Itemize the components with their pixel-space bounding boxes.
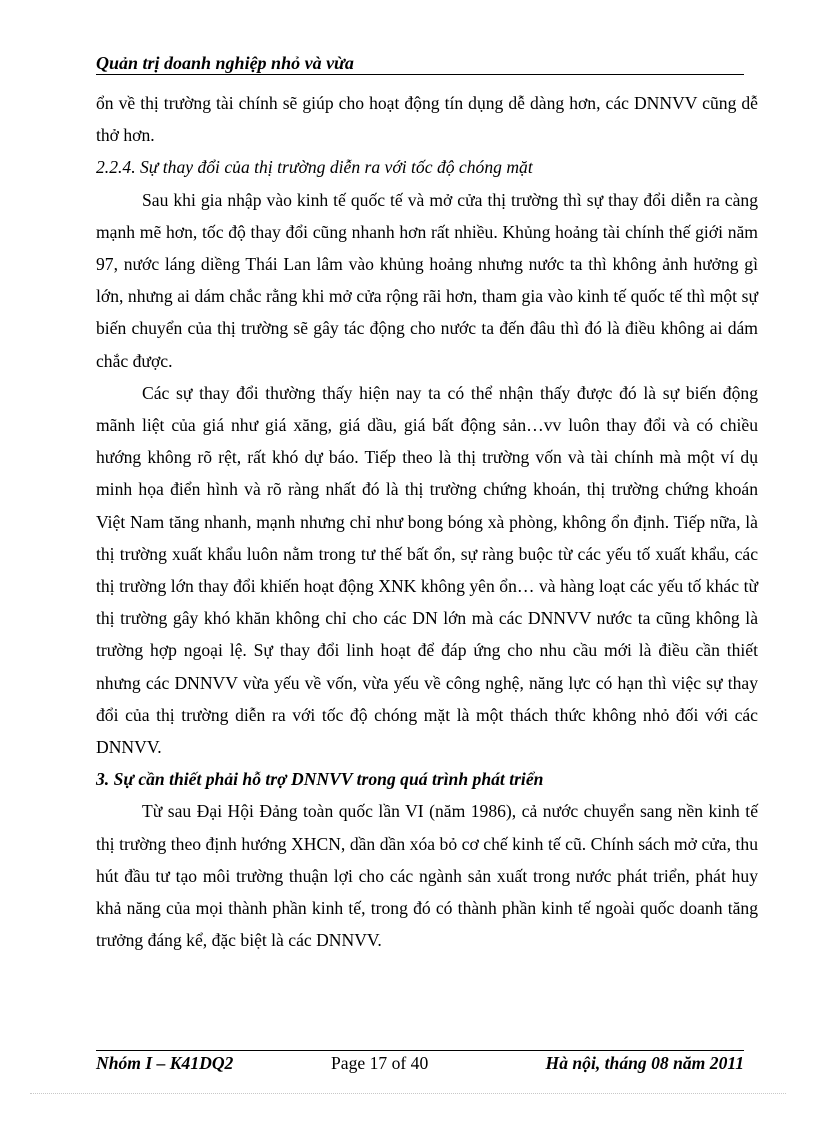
section-heading-3: 3. Sự cần thiết phải hỗ trợ DNNVV trong quá trình phát triển [96, 769, 544, 790]
header-title: Quản trị doanh nghiệp nhỏ và vừa [96, 53, 354, 73]
footer-page-number: Page 17 of 40 [331, 1053, 429, 1073]
paragraph-1: Sau khi gia nhập vào kinh tế quốc tế và mở cửa thị trường thì sự thay đổi diễn ra càng mạnh mẽ hơn, tốc độ thay đổi cũng nhanh hơn rất nhiều. Khủng hoảng tài chính thế giới năm 97, nước láng diềng Thái Lan lâm vào khủng hoảng nhưng nước ta thì không ảnh hưởng gì lớn, nhưng ai dám chắc rằng khi mở cửa rộng rãi hơn, tham gia vào kinh tế quốc tế thì một sự biến chuyển của thị trường sẽ gây tác động cho nước ta đến đâu thì đó là điều không ai dám chắc được. [96, 189, 758, 371]
page-bottom-divider [30, 1093, 786, 1094]
footer-place-date: Hà nội, tháng 08 năm 2011 [545, 1053, 744, 1073]
paragraph-continued: ổn về thị trường tài chính sẽ giúp cho hoạt động tín dụng dễ dàng hơn, các DNNVV cũng dễ thở hơn. [96, 93, 758, 146]
footer-group: Nhóm I – K41DQ2 [96, 1053, 234, 1073]
document-body [96, 87, 758, 956]
paragraph-2: Các sự thay đổi thường thấy hiện nay ta có thể nhận thấy được đó là sự biến động mãnh liệt của giá như giá xăng, giá dầu, giá bất động sản…vv luôn thay đổi và có chiều hướng không rõ rệt, rất khó dự báo. Tiếp theo là thị trường vốn và tài chính mà một ví dụ minh họa điển hình và rõ ràng nhất đó là thị trường chứng khoán, thị trường chứng khoán Việt Nam tăng nhanh, mạnh nhưng chỉ như bong bóng xà phòng, không ổn định. Tiếp nữa, là thị trường xuất khẩu luôn nằm trong tư thế bất ổn, sự ràng buộc từ các yếu tố xuất khẩu, các thị trường lớn thay đổi khiến hoạt động XNK không yên ổn… và hàng loạt các yếu tố khác từ thị trường gây khó khăn không chỉ cho các DN lớn mà các DNNVV nước ta cũng không là trường hợp ngoại lệ. Sự thay đổi linh hoạt để đáp ứng cho nhu cầu mới là điều cần thiết nhưng các DNNVV vừa yếu về vốn, vừa yếu về công nghệ, năng lực có hạn thì việc sự thay đổi của thị trường diễn ra với tốc độ chóng mặt là một thách thức không nhỏ đối với các DNNVV. [96, 382, 758, 758]
page-header [96, 52, 744, 75]
subheading-2-2-4: 2.2.4. Sự thay đổi của thị trường diễn ra với tốc độ chóng mặt [96, 157, 533, 178]
page-footer [96, 1050, 744, 1081]
paragraph-3: Từ sau Đại Hội Đảng toàn quốc lần VI (năm 1986), cả nước chuyển sang nền kinh tế thị trường theo định hướng XHCN, dần dần xóa bỏ cơ chế kinh tế cũ. Chính sách mở cửa, thu hút đầu tư tạo môi trường thuận lợi cho các ngành sản xuất trong nước phát triển, phát huy khả năng của mọi thành phần kinh tế, trong đó có thành phần kinh tế ngoài quốc doanh tăng trưởng đáng kể, đặc biệt là các DNNVV. [96, 801, 758, 951]
